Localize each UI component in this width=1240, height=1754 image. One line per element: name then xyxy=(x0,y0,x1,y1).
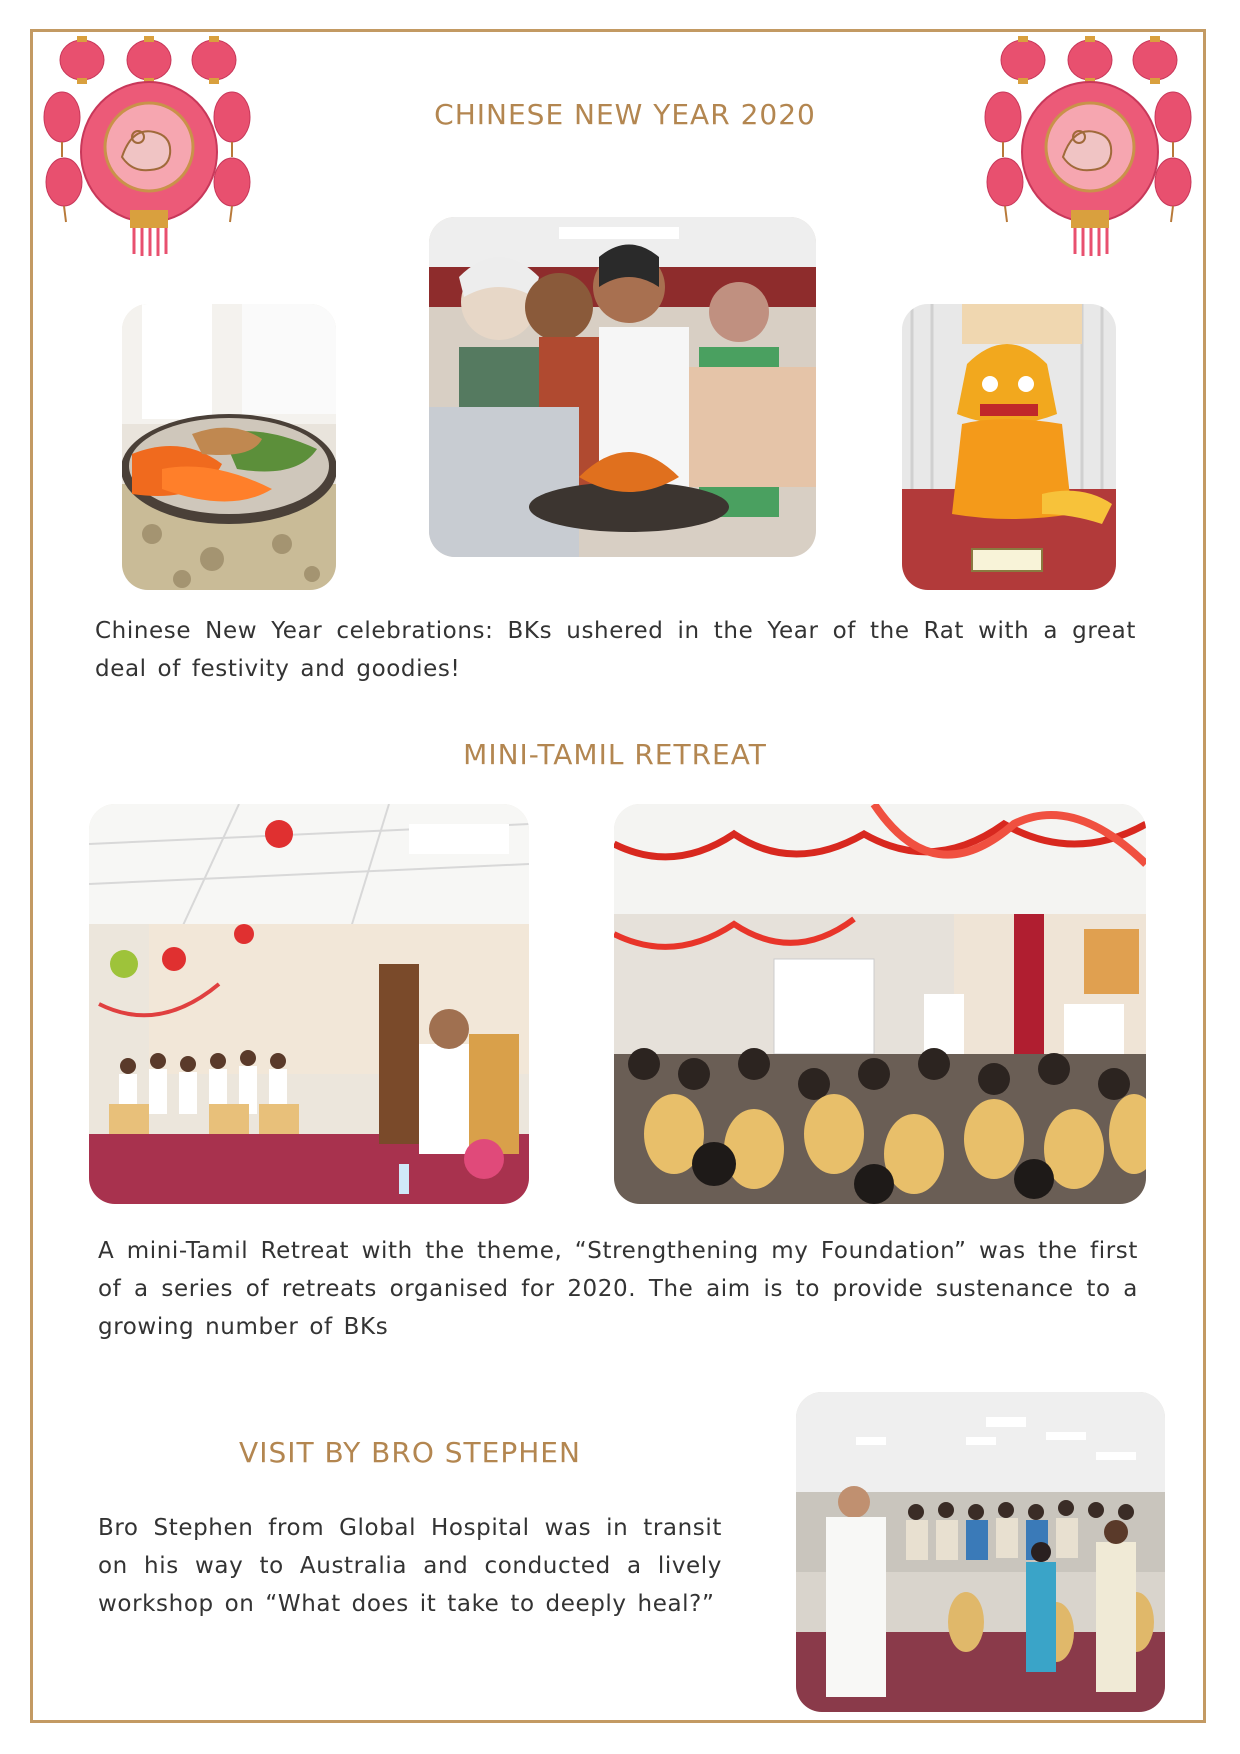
cny-caption: Chinese New Year celebrations: BKs ushered in the Year of the Rat with a great deal of festivity and goodies! xyxy=(95,618,1136,682)
tamil-heading: MINI-TAMIL RETREAT xyxy=(463,738,767,771)
tamil-photo-audience xyxy=(614,804,1146,1204)
tamil-caption: A mini-Tamil Retreat with the theme, “Strengthening my Foundation” was the first of a series of retreats organised for 2020. The aim is to provide sustenance to a growing number of BKs xyxy=(98,1238,1138,1340)
lantern-rat-icon xyxy=(42,32,257,257)
lantern-rat-icon xyxy=(983,32,1198,257)
cny-photo-platter xyxy=(122,304,336,590)
cny-photo-lion-dance xyxy=(902,304,1116,590)
stephen-heading: VISIT BY BRO STEPHEN xyxy=(239,1436,581,1469)
cny-heading: CHINESE NEW YEAR 2020 xyxy=(434,98,816,131)
tamil-photo-speaker xyxy=(89,804,529,1204)
stephen-photo-workshop xyxy=(796,1392,1165,1712)
cny-photo-tossing xyxy=(429,217,816,557)
stephen-caption: Bro Stephen from Global Hospital was in transit on his way to Australia and conducted a lively workshop on “What does it take to deeply heal?” xyxy=(98,1515,722,1617)
